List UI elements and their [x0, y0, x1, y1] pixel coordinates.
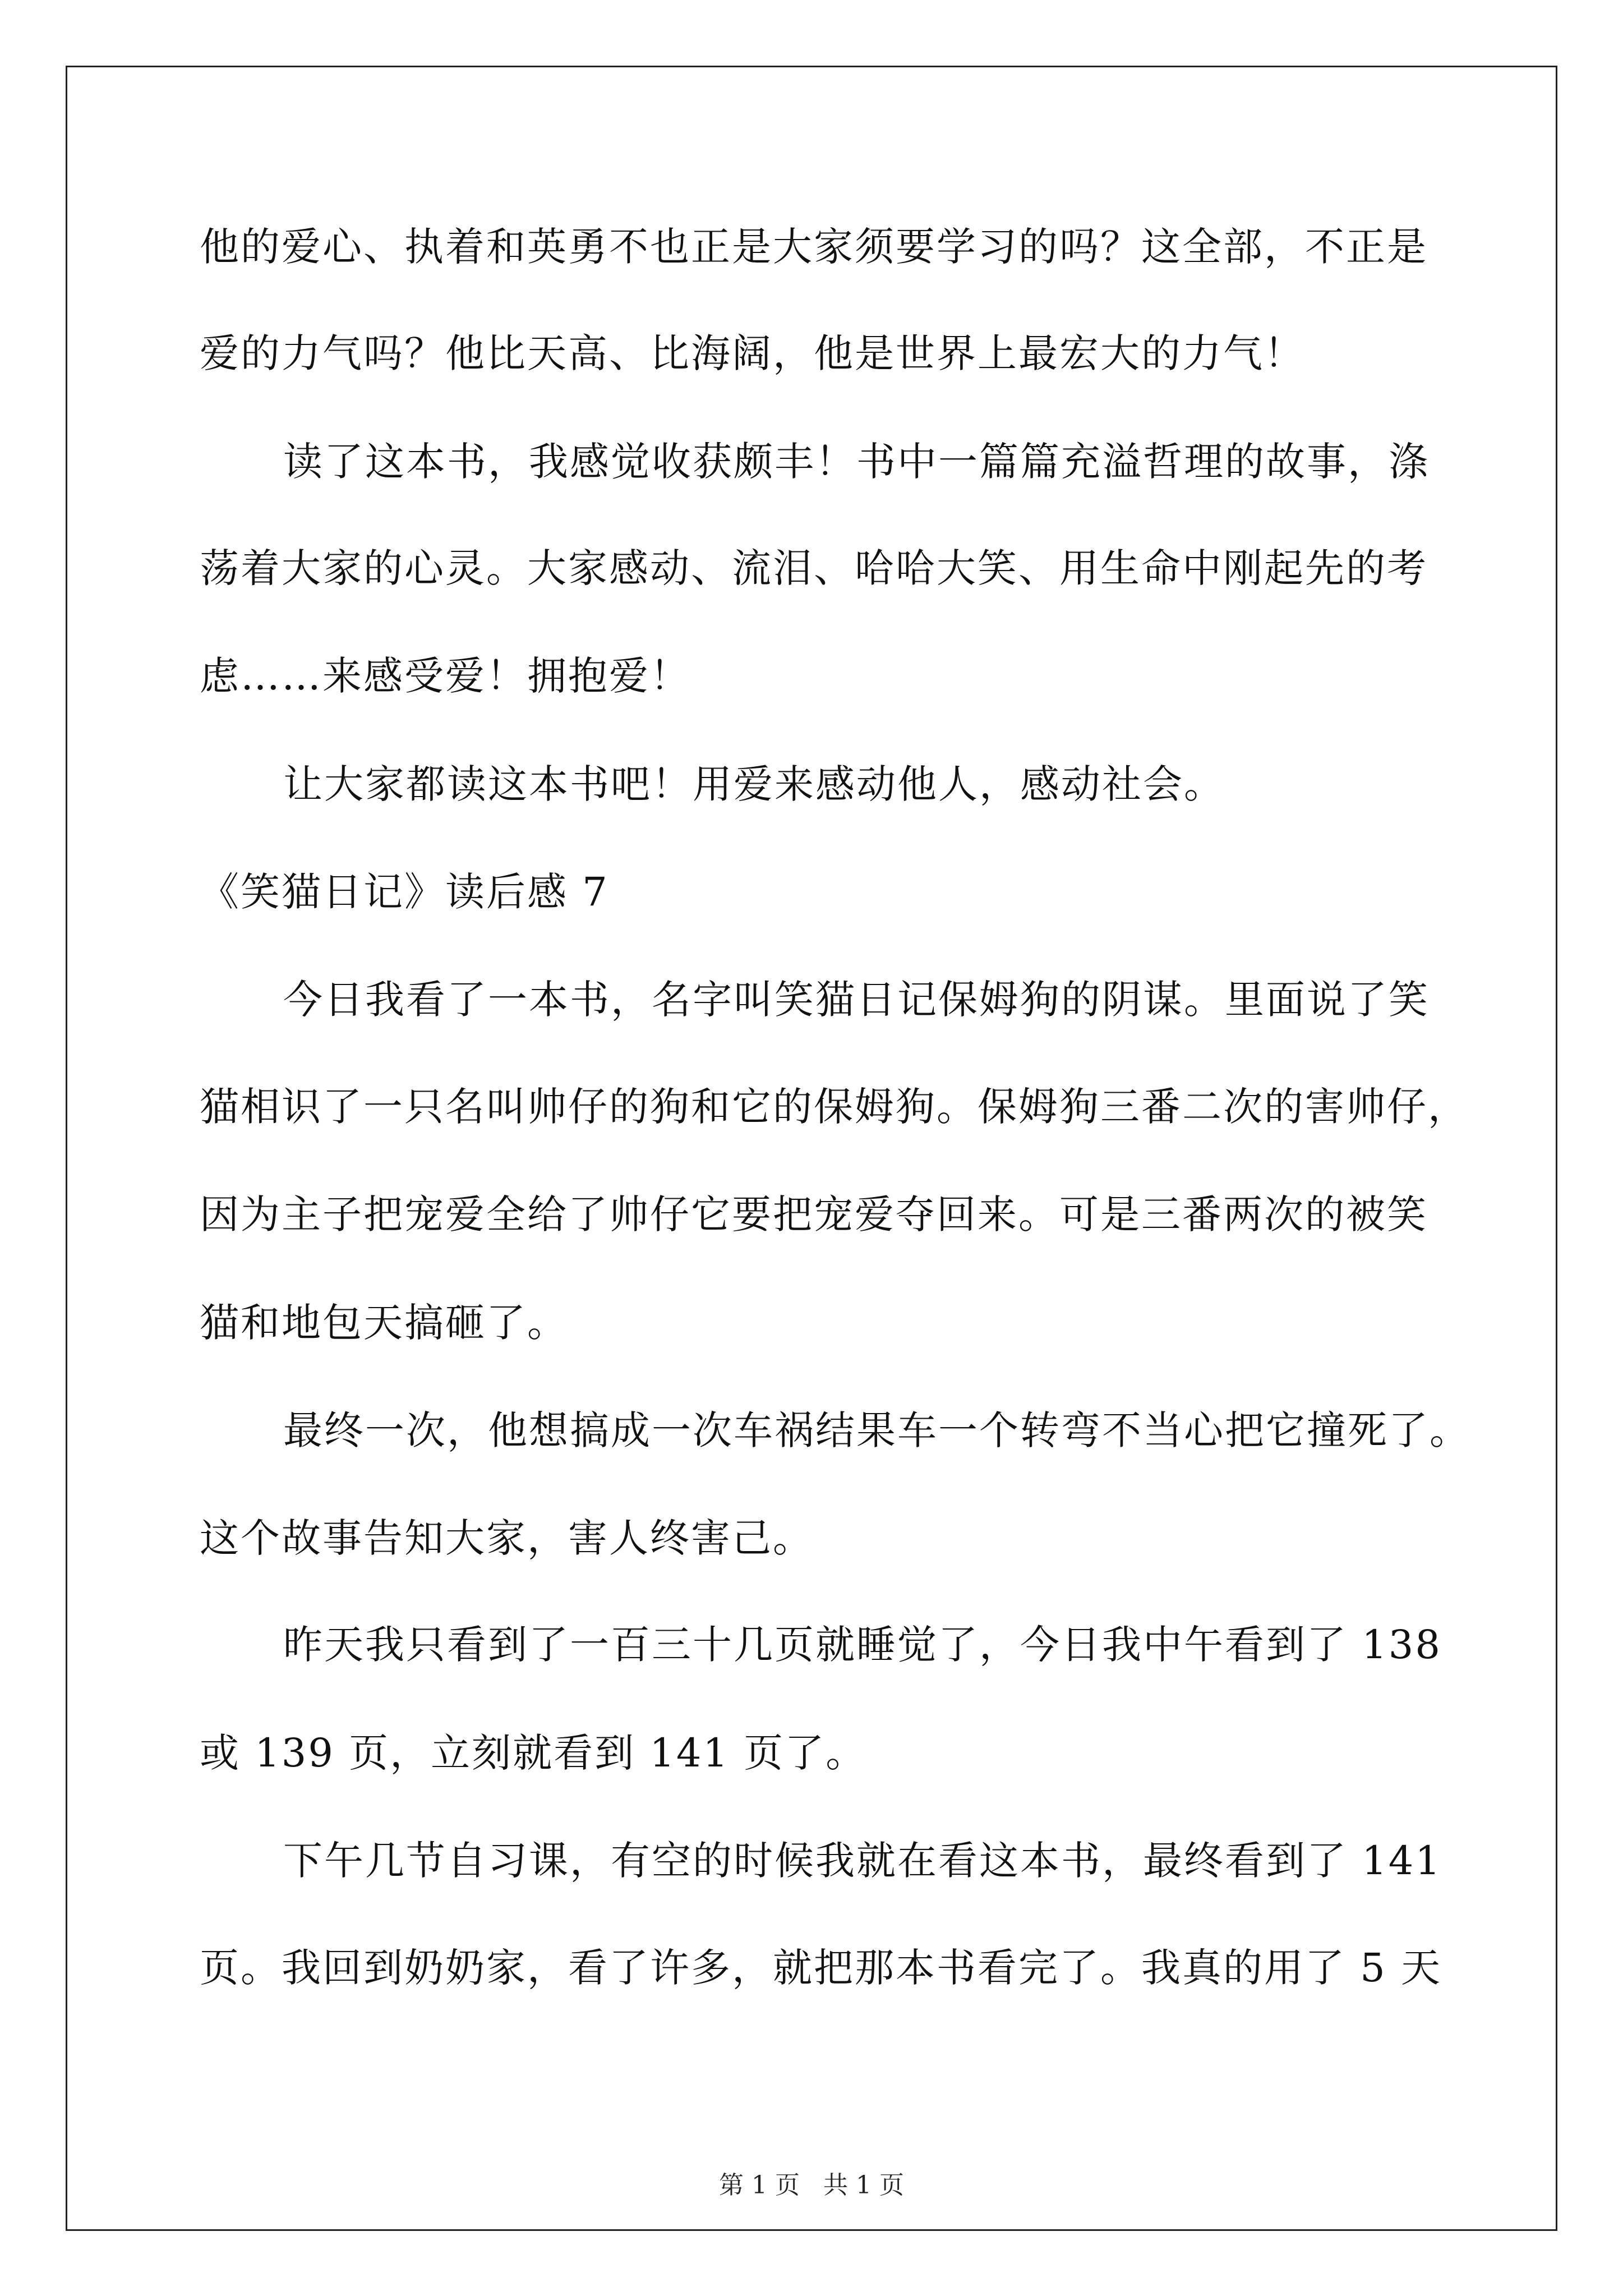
section-heading: 《笑猫日记》读后感 7 [200, 869, 609, 915]
paragraph-first-line: 今日我看了一本书，名字叫笑猫日记保姆狗的阴谋。里面说了笑 [283, 977, 1430, 1023]
page-border [66, 66, 1557, 2231]
paragraph-first-line: 让大家都读这本书吧！用爱来感动他人，感动社会。 [283, 761, 1225, 807]
body-line: 或 139 页，立刻就看到 141 页了。 [200, 1730, 867, 1776]
body-line: 这个故事告知大家，害人终害己。 [200, 1515, 814, 1561]
body-line: 猫相识了一只名叫帅仔的狗和它的保姆狗。保姆狗三番二次的害帅仔， [200, 1084, 1469, 1130]
page-footer: 第 1 页 共 1 页 [719, 2171, 904, 2200]
body-line: 虑……来感受爱！拥抱爱！ [200, 653, 691, 699]
body-line: 猫和地包天搞砸了。 [200, 1300, 568, 1346]
body-line: 他的爱心、执着和英勇不也正是大家须要学习的吗？这全部，不正是 [200, 224, 1428, 270]
paragraph-first-line: 下午几节自习课，有空的时候我就在看这本书，最终看到了 141 [283, 1838, 1442, 1884]
paragraph-first-line: 昨天我只看到了一百三十几页就睡觉了，今日我中午看到了 138 [283, 1622, 1442, 1668]
body-line: 荡着大家的心灵。大家感动、流泪、哈哈大笑、用生命中刚起先的考 [200, 545, 1428, 591]
body-line: 因为主子把宠爱全给了帅仔它要把宠爱夺回来。可是三番两次的被笑 [200, 1191, 1428, 1237]
paragraph-first-line: 读了这本书，我感觉收获颇丰！书中一篇篇充溢哲理的故事，涤 [283, 439, 1430, 485]
body-line: 页。我回到奶奶家，看了许多，就把那本书看完了。我真的用了 5 天 [200, 1945, 1442, 1991]
paragraph-first-line: 最终一次，他想搞成一次车祸结果车一个转弯不当心把它撞死了。 [283, 1407, 1470, 1453]
body-line: 爱的力气吗？他比天高、比海阔，他是世界上最宏大的力气！ [200, 330, 1305, 376]
